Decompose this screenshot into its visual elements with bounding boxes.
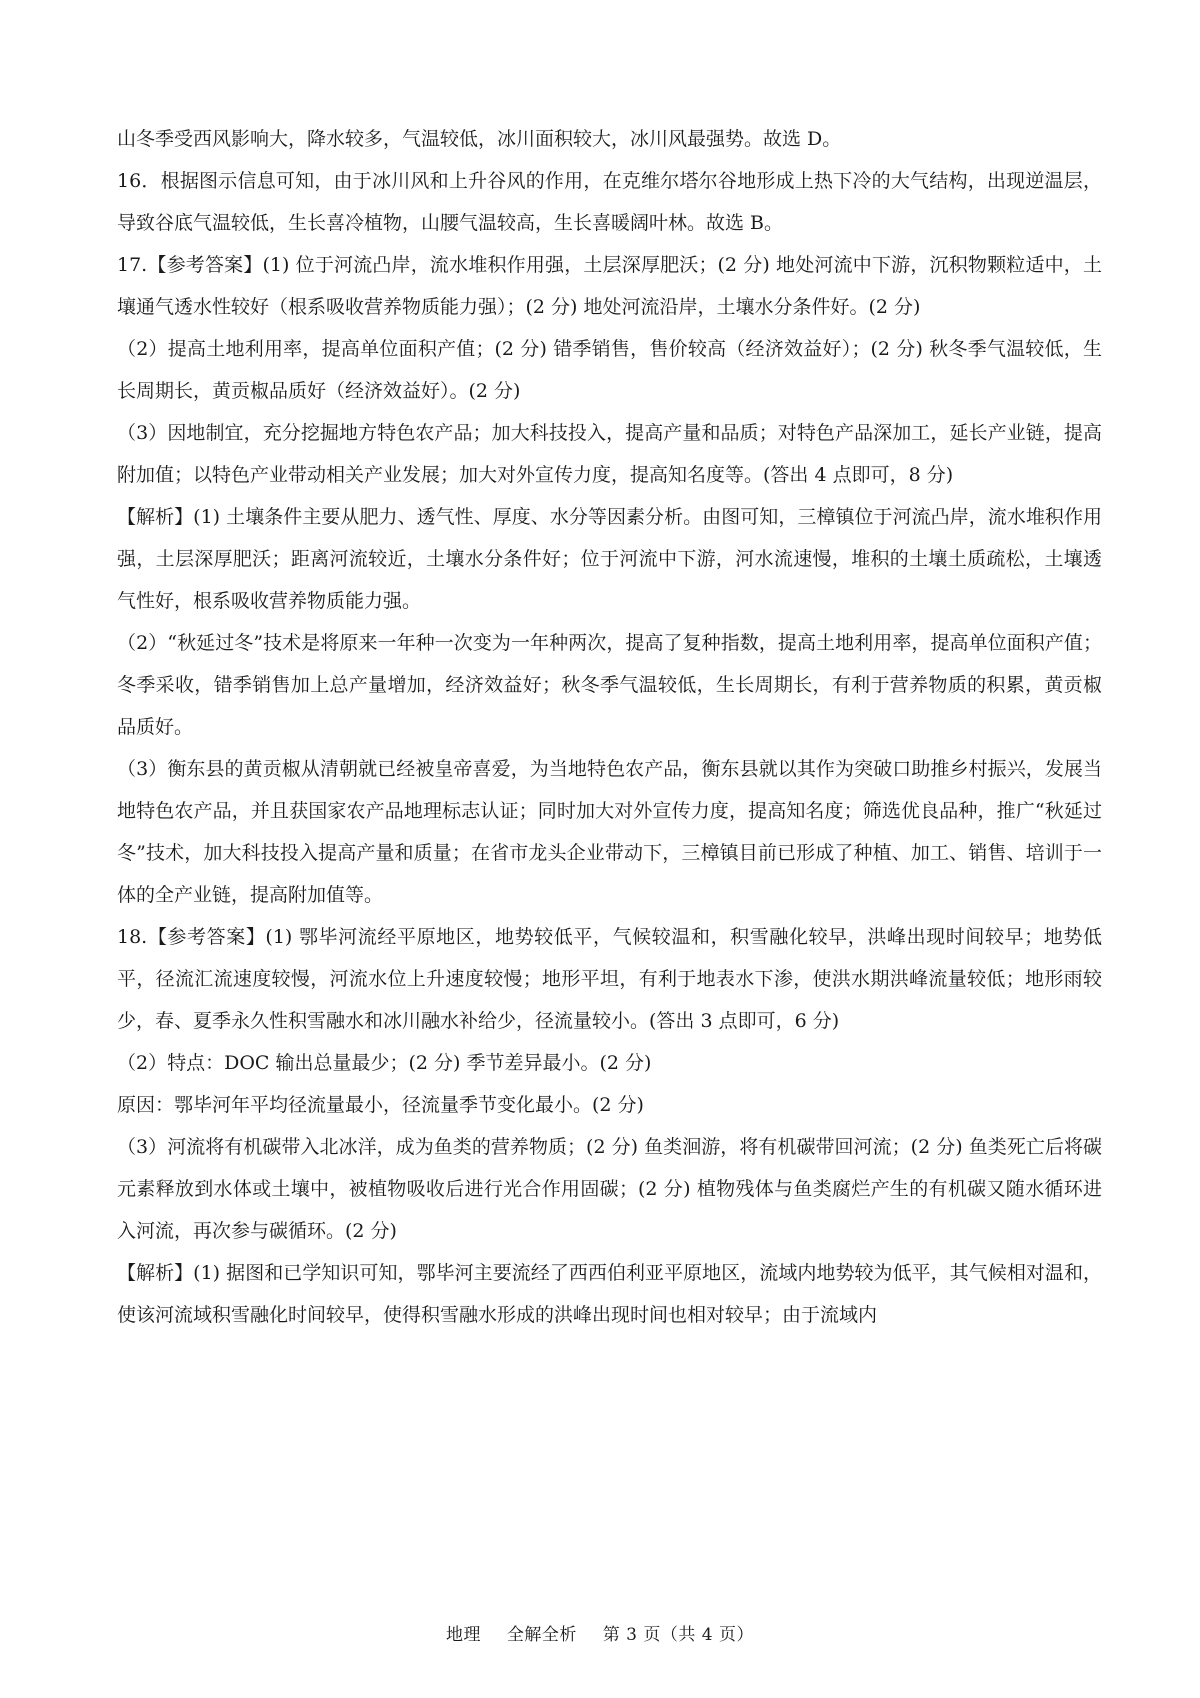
paragraph-q17-answer-1: 17.【参考答案】(1) 位于河流凸岸，流水堆积作用强，土层深厚肥沃；(2 分) 地处河流中下游，沉积物颗粒适中，土壤通气透水性较好（根系吸收营养物质能力强）；(2 分) 地处河流沿岸，土壤水分条件好。(2 分) <box>117 254 1102 318</box>
paragraph-q18-answer-3: （3）河流将有机碳带入北冰洋，成为鱼类的营养物质；(2 分) 鱼类洄游，将有机碳带回河流；(2 分) 鱼类死亡后将碳元素释放到水体或土壤中，被植物吸收后进行光合作用固碳；(2 分) 植物残体与鱼类腐烂产生的有机碳又随水循环进入河流，再次参与碳循环。(2 分) <box>117 1136 1102 1242</box>
footer-subject: 地理 <box>445 1625 481 1645</box>
paragraph-q18-answer-1: 18.【参考答案】(1) 鄂毕河流经平原地区，地势较低平，气候较温和，积雪融化较早，洪峰出现时间较早；地势低平，径流汇流速度较慢，河流水位上升速度较慢；地形平坦，有利于地表水下渗，使洪水期洪峰流量较低；地形雨较少，春、夏季永久性积雪融水和冰川融水补给少，径流量较小。(答出 3 点即可，6 分) <box>117 926 1102 1032</box>
paragraph-q18-answer-2-reason: 原因：鄂毕河年平均径流量最小，径流量季节变化最小。(2 分) <box>117 1094 644 1116</box>
document-body <box>117 118 1102 1336</box>
footer-title: 全解全析 <box>506 1625 577 1645</box>
footer-page-number: 第 3 页（共 4 页） <box>602 1625 755 1645</box>
paragraph-q18-answer-2-feature: （2）特点：DOC 输出总量最少；(2 分) 季节差异最小。(2 分) <box>117 1052 652 1074</box>
paragraph-q15-end: 山冬季受西风影响大，降水较多，气温较低，冰川面积较大，冰川风最强势。故选 D。 <box>117 128 842 150</box>
paragraph-q17-analysis-3: （3）衡东县的黄贡椒从清朝就已经被皇帝喜爱，为当地特色农产品，衡东县就以其作为突破口助推乡村振兴，发展当地特色农产品，并且获国家农产品地理标志认证；同时加大对外宣传力度，提高知名度；筛选优良品种，推广“秋延过冬”技术，加大科技投入提高产量和质量；在省市龙头企业带动下，三樟镇目前已形成了种植、加工、销售、培训于一体的全产业链，提高附加值等。 <box>117 758 1102 906</box>
paragraph-q17-answer-3: （3）因地制宜，充分挖掘地方特色农产品；加大科技投入，提高产量和品质；对特色产品深加工，延长产业链，提高附加值；以特色产业带动相关产业发展；加大对外宣传力度，提高知名度等。(答出 4 点即可，8 分) <box>117 422 1102 486</box>
paragraph-q16: 16．根据图示信息可知，由于冰川风和上升谷风的作用，在克维尔塔尔谷地形成上热下冷的大气结构，出现逆温层，导致谷底气温较低，生长喜冷植物，山腰气温较高，生长喜暖阔叶林。故选 B。 <box>117 170 1102 234</box>
paragraph-q17-analysis-1: 【解析】(1) 土壤条件主要从肥力、透气性、厚度、水分等因素分析。由图可知，三樟镇位于河流凸岸，流水堆积作用强，土层深厚肥沃；距离河流较近，土壤水分条件好；位于河流中下游，河水流速慢，堆积的土壤土质疏松，土壤透气性好，根系吸收营养物质能力强。 <box>117 506 1102 612</box>
paragraph-q18-analysis-1: 【解析】(1) 据图和已学知识可知，鄂毕河主要流经了西西伯利亚平原地区，流域内地势较为低平，其气候相对温和，使该河流域积雪融化时间较早，使得积雪融水形成的洪峰出现时间也相对较早；由于流域内 <box>117 1262 1102 1326</box>
page-footer <box>0 1620 1200 1645</box>
paragraph-q17-analysis-2: （2）“秋延过冬”技术是将原来一年种一次变为一年种两次，提高了复种指数，提高土地利用率，提高单位面积产值；冬季采收，错季销售加上总产量增加，经济效益好；秋冬季气温较低，生长周期长，有利于营养物质的积累，黄贡椒品质好。 <box>117 632 1102 738</box>
paragraph-q17-answer-2: （2）提高土地利用率，提高单位面积产值；(2 分) 错季销售，售价较高（经济效益好）；(2 分) 秋冬季气温较低，生长周期长，黄贡椒品质好（经济效益好）。(2 分) <box>117 338 1102 402</box>
